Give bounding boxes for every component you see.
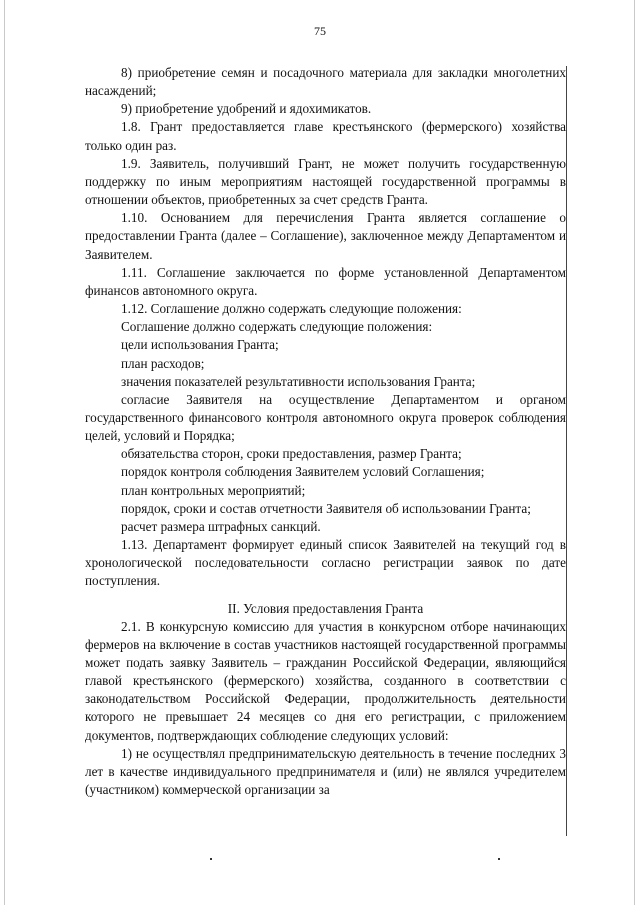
paragraph: 8) приобретение семян и посадочного материала для закладки многолетних насаждений; bbox=[85, 65, 566, 99]
list-item: значения показателей результативности использования Гранта; bbox=[121, 373, 476, 389]
scan-edge-right bbox=[634, 0, 635, 905]
paragraph: 1.13. Департамент формирует единый список Заявителей на текущий год в хронологической последовательности согласно регистрации заявок по дате поступления. bbox=[85, 537, 566, 589]
paragraph: 1) не осуществлял предпринимательскую деятельность в течение последних 3 лет в качестве индивидуального предпринимателя и (или) не являлся учредителем (участником) коммерческой организации за bbox=[85, 745, 566, 798]
list-item: порядок, сроки и состав отчетности Заявителя об использовании Гранта; bbox=[121, 500, 531, 516]
list-item: расчет размера штрафных санкций. bbox=[121, 518, 321, 534]
document-body bbox=[85, 64, 566, 799]
paragraph: 1.12. Соглашение должно содержать следующие положения: bbox=[121, 301, 462, 317]
list-item: цели использования Гранта; bbox=[121, 337, 279, 353]
list-item: план расходов; bbox=[121, 355, 205, 371]
scan-speck bbox=[210, 858, 212, 860]
scan-margin-line bbox=[566, 66, 567, 836]
paragraph: 1.9. Заявитель, получивший Грант, не может получить государственную поддержку по иным мероприятиям настоящей государственной программы в отношении объектов, приобретенных за счет средств Гранта. bbox=[85, 155, 566, 208]
section-heading: II. Условия предоставления Гранта bbox=[227, 600, 424, 616]
list-item: согласие Заявителя на осуществление Департаментом и органом государственного финансового контроля автономного округа проверок соблюдения целей, условий и Порядка; bbox=[85, 391, 566, 444]
paragraph: Соглашение должно содержать следующие положения: bbox=[121, 319, 433, 335]
paragraph: 1.10. Основанием для перечисления Гранта является соглашение о предоставлении Гранта (далее – Соглашение), заключенное между Департаментом и Заявителем. bbox=[85, 210, 566, 262]
paragraph: 9) приобретение удобрений и ядохимикатов. bbox=[121, 101, 372, 117]
paragraph: 1.8. Грант предоставляется главе крестьянского (фермерского) хозяйства только один раз. bbox=[85, 119, 566, 153]
paragraph: 2.1. В конкурсную комиссию для участия в конкурсном отборе начинающих фермеров на включение в состав участников настоящей государственной программы может подать заявку Заявитель – гражданин Российской Федерации, являющийся главой крестьянского (фермерского) хозяйства, созданного в соответствии с законодательством Российской Федерации, продолжительность деятельности которого не превышает 24 месяцев со дня его регистрации, с приложением документов, подтверждающих соблюдение следующих условий: bbox=[85, 618, 566, 743]
list-item: обязательства сторон, сроки предоставления, размер Гранта; bbox=[121, 446, 462, 462]
list-item: порядок контроля соблюдения Заявителем условий Соглашения; bbox=[121, 464, 485, 480]
page-number: 75 bbox=[314, 24, 326, 38]
paragraph: 1.11. Соглашение заключается по форме установленной Департаментом финансов автономного округа. bbox=[85, 264, 566, 298]
list-item: план контрольных мероприятий; bbox=[121, 482, 306, 498]
scan-speck bbox=[498, 858, 500, 860]
scan-edge-left bbox=[4, 0, 5, 905]
